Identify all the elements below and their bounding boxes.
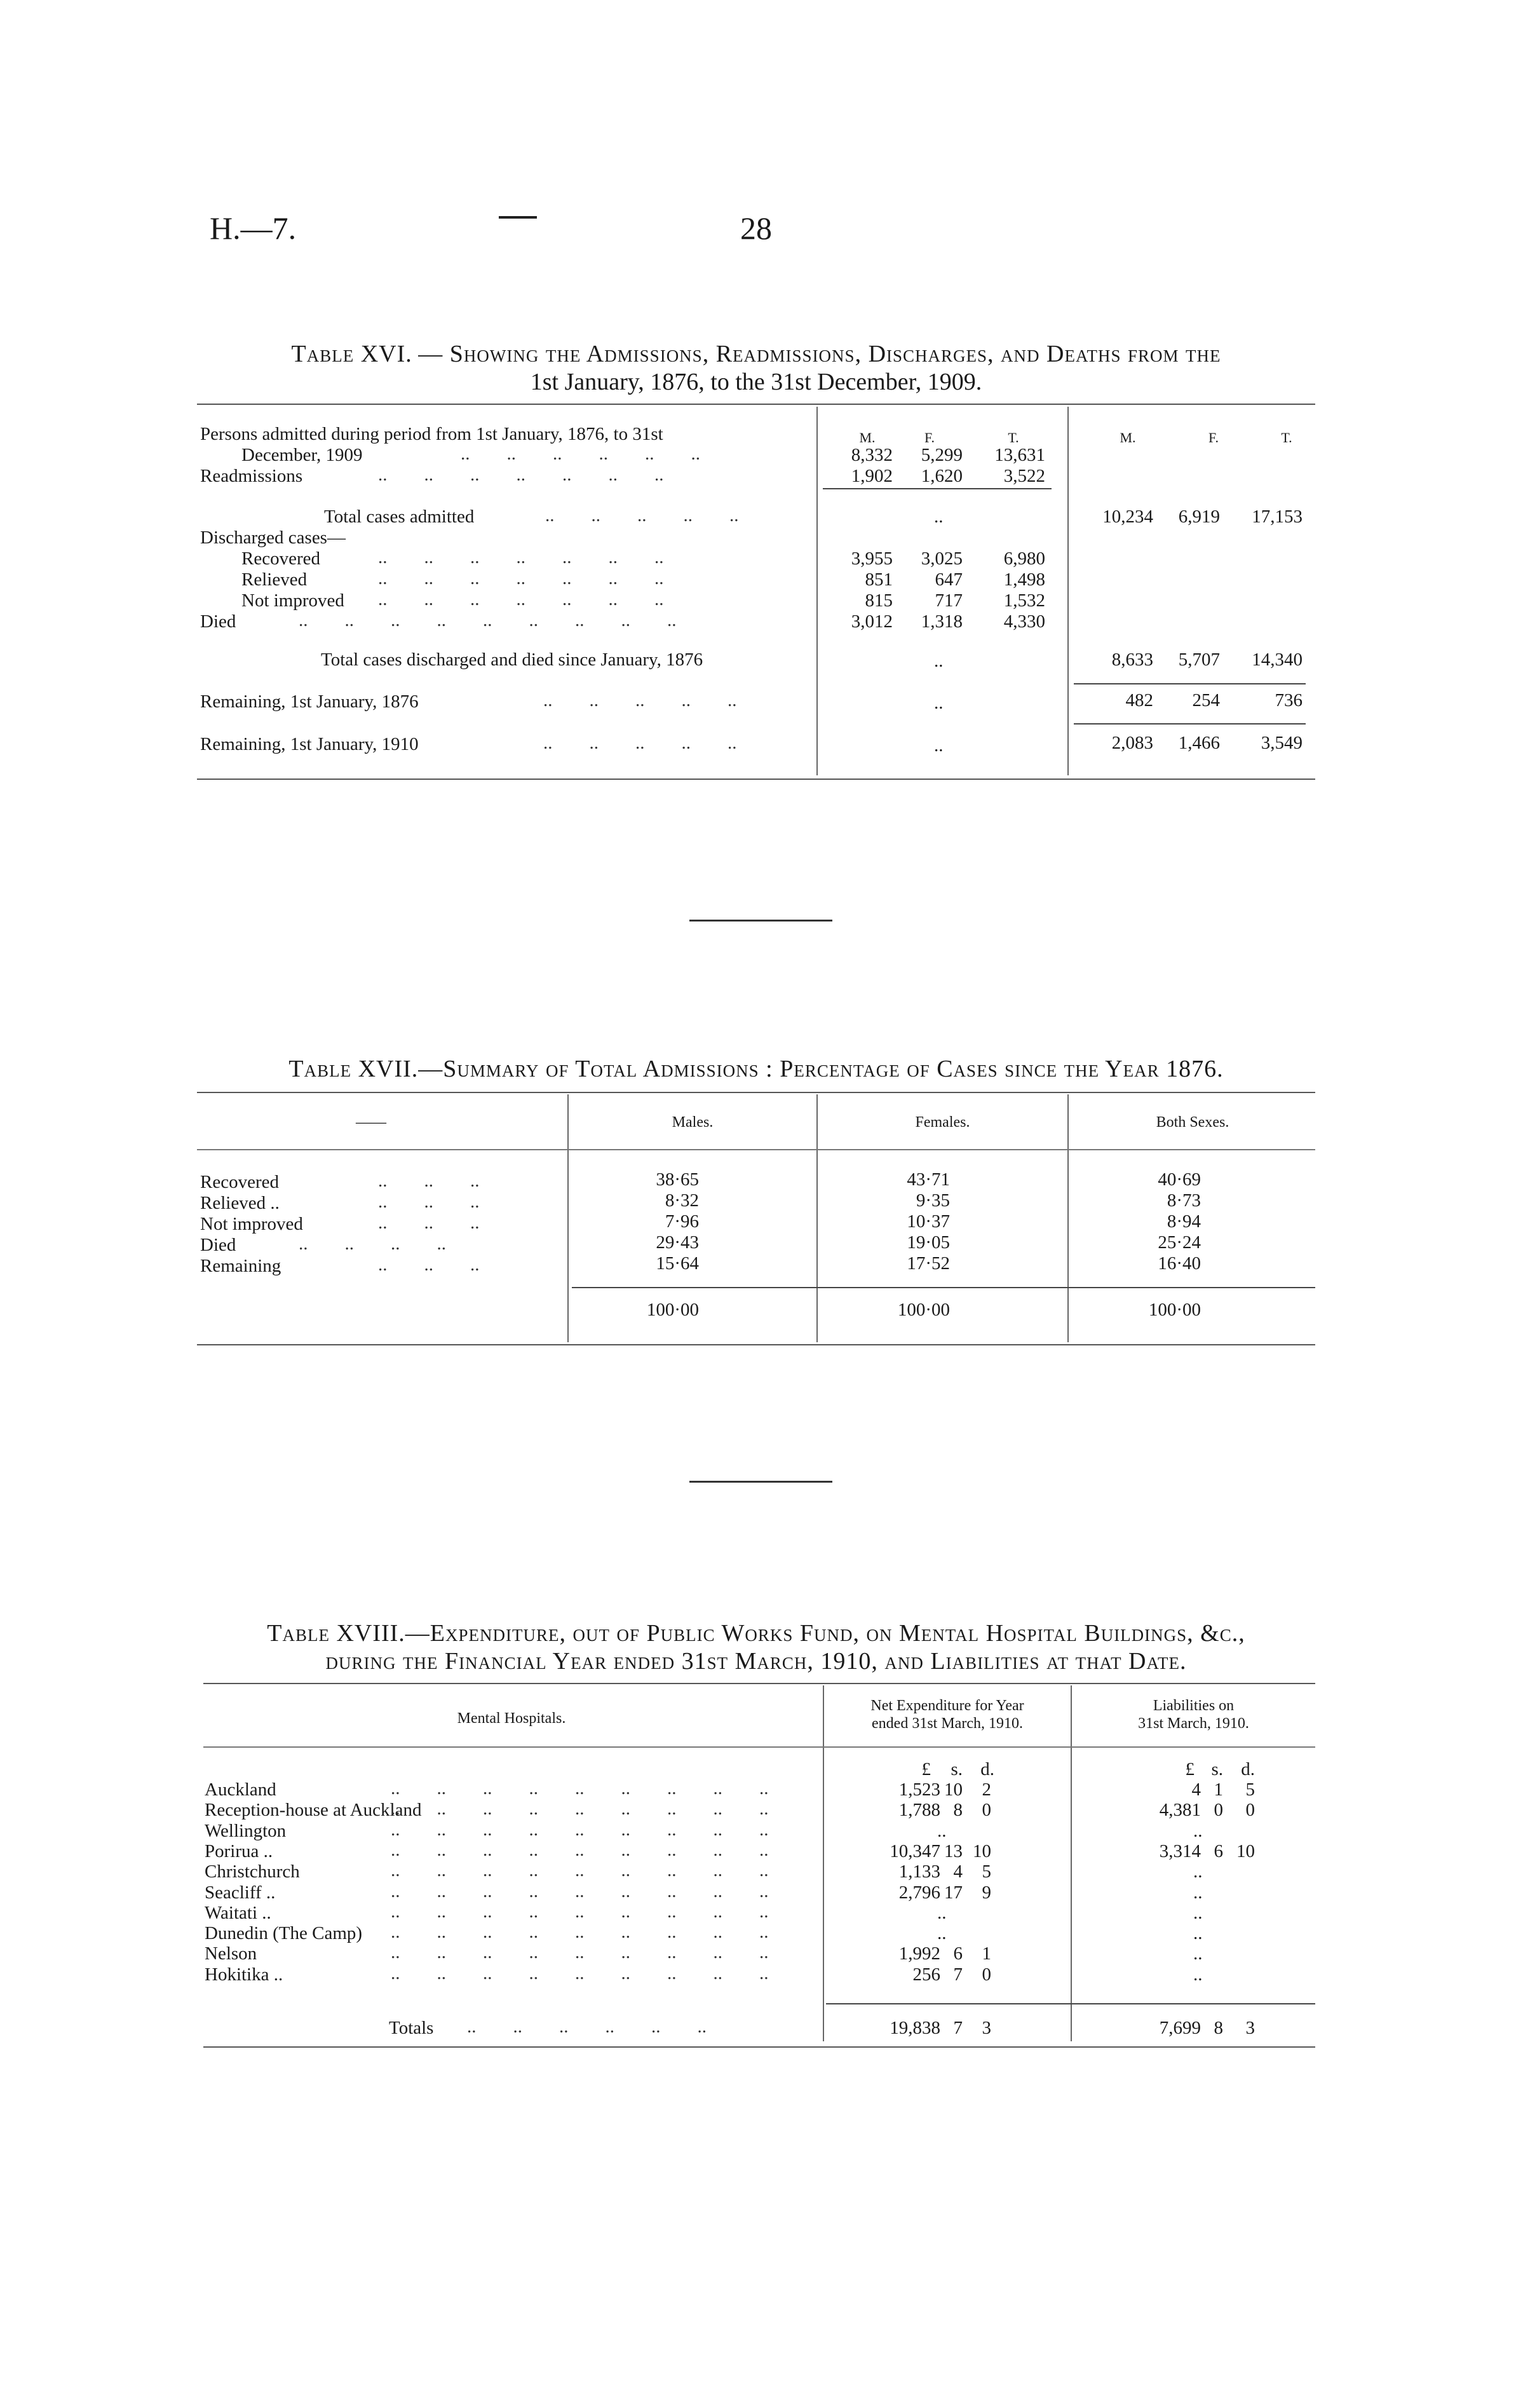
t18-row-name: Hokitika ..	[205, 1964, 283, 1985]
t18-row-liab-pence: 5	[1245, 1779, 1255, 1800]
t18-row-name: Seacliff ..	[205, 1882, 276, 1903]
t16-label-remaining-1910: Remaining, 1st January, 1910	[200, 734, 419, 754]
table18-vrule-1	[823, 1685, 824, 2041]
table18-vrule-2	[1071, 1685, 1072, 2041]
t18-row-exp-pounds: 2,796	[898, 1882, 940, 1903]
table17-head-rule	[197, 1149, 1315, 1150]
t16-label-relieved: Relieved	[241, 569, 308, 590]
t17-label-not-improved: Not improved	[200, 1214, 303, 1234]
table18-title-lead: Table XVIII.	[267, 1620, 405, 1647]
t18-row-exp-shillings: 13	[944, 1841, 963, 1861]
t16-subtotal-rule-1	[823, 488, 1052, 489]
t18-row-exp-pence: 0	[982, 1800, 991, 1820]
t17-head-both: Both Sexes.	[1156, 1114, 1229, 1131]
t16-readm-f: 1,620	[921, 466, 963, 486]
t18-row-liab-nil: ..	[1193, 1861, 1203, 1882]
t18-row-liab-nil: ..	[1193, 1943, 1203, 1964]
t17-total-rule	[572, 1287, 1315, 1288]
t18-row-liab-nil: ..	[1193, 1903, 1203, 1923]
t16-relieved-t: 1,498	[1003, 569, 1045, 590]
table17-vrule-3	[1067, 1094, 1069, 1342]
t17-relieved-f: 9·35	[916, 1190, 950, 1211]
t16-subtotal-rule-3	[1074, 723, 1306, 724]
t17-head-females: Females.	[915, 1114, 970, 1131]
t18-row-liab-nil: ..	[1193, 1882, 1203, 1903]
t18-row-liab-nil: ..	[1193, 1923, 1203, 1943]
t18-head-hospitals: Mental Hospitals.	[457, 1710, 566, 1727]
t16-label-persons-1: Persons admitted during period from 1st January, 1876, to 31st	[200, 424, 663, 444]
t16-remaining-1910-t: 3,549	[1261, 733, 1303, 753]
t18-totals-liab-d: 3	[1245, 2018, 1255, 2038]
t16-label-died: Died	[200, 611, 236, 632]
t16-total-discharged-f: 5,707	[1178, 650, 1220, 670]
t16-remaining-1910-m: 2,083	[1111, 733, 1153, 753]
t17-not-improved-m: 7·96	[665, 1211, 699, 1232]
t16-relieved-m: 851	[865, 569, 893, 590]
t18-head-liabilities-1: Liabilities on	[1153, 1697, 1235, 1714]
table18-title-rest: —Expenditure, out of Public Works Fund, on Mental Hospital Buildings, &c.,	[405, 1620, 1245, 1647]
t18-row-exp-pounds: 1,523	[898, 1779, 940, 1800]
t17-remaining-m: 15·64	[656, 1253, 699, 1274]
table17-bottom-rule	[197, 1344, 1315, 1345]
t18-row-name: Dunedin (The Camp)	[205, 1923, 363, 1943]
t16-head-t1: T.	[1008, 430, 1019, 446]
t17-died-f: 19·05	[907, 1232, 950, 1253]
table18-top-rule	[203, 1683, 1315, 1684]
t18-totals-liab-l: 7,699	[1159, 2018, 1201, 2038]
t16-died-m: 3,012	[851, 611, 893, 632]
t16-died-t: 4,330	[1003, 611, 1045, 632]
t16-persons-t: 13,631	[994, 445, 1045, 465]
t16-remaining-1876-m: 482	[1125, 690, 1153, 711]
t17-remaining-b: 16·40	[1158, 1253, 1201, 1274]
table17-vrule-2	[816, 1094, 818, 1342]
t18-row-exp-pence: 5	[982, 1861, 991, 1882]
t17-label-died: Died	[200, 1235, 236, 1255]
t16-total-discharged-t: 14,340	[1252, 650, 1303, 670]
t16-head-f1: F.	[924, 430, 935, 446]
t16-label-recovered: Recovered	[241, 548, 320, 569]
t16-total-admitted-m: 10,234	[1102, 507, 1153, 527]
t18-row-liab-pounds: 3,314	[1159, 1841, 1201, 1861]
t17-label-relieved: Relieved ..	[200, 1193, 280, 1213]
t16-not-improved-m: 815	[865, 590, 893, 611]
t18-row-liab-shillings: 0	[1214, 1800, 1223, 1820]
table18-title-line2: during the Financial Year ended 31st March, 1910, and Liabilities at that Date.	[325, 1648, 1187, 1675]
t18-row-exp-pounds: 256	[912, 1964, 940, 1985]
table16-vrule-1	[816, 407, 818, 775]
t18-row-exp-shillings: 7	[953, 1964, 963, 1985]
t18-row-name: Porirua ..	[205, 1841, 273, 1861]
t16-label-remaining-1876: Remaining, 1st January, 1876	[200, 691, 419, 712]
t16-readm-t: 3,522	[1003, 466, 1045, 486]
table17-title-lead: Table XVII.	[288, 1056, 419, 1082]
t18-head-expenditure-1: Net Expenditure for Year	[870, 1697, 1024, 1714]
t18-head-expenditure-2: ended 31st March, 1910.	[872, 1715, 1023, 1732]
t18-totals-exp-d: 3	[982, 2018, 991, 2038]
t16-recovered-t: 6,980	[1003, 548, 1045, 569]
table16-title-lead: Table XVI.	[291, 341, 412, 367]
t16-relieved-f: 647	[935, 569, 963, 590]
t18-row-exp-pence: 0	[982, 1964, 991, 1985]
t18-row-liab-nil: ..	[1193, 1964, 1203, 1985]
t17-remaining-f: 17·52	[907, 1253, 950, 1274]
t18-totals-exp-s: 7	[953, 2018, 963, 2038]
t16-not-improved-f: 717	[935, 590, 963, 611]
t18-head-liabilities-2: 31st March, 1910.	[1138, 1715, 1249, 1732]
t18-row-exp-shillings: 10	[944, 1779, 963, 1800]
table17-top-rule	[197, 1092, 1315, 1093]
header-dash	[499, 216, 537, 219]
t16-total-discharged-m: 8,633	[1111, 650, 1153, 670]
t16-persons-f: 5,299	[921, 445, 963, 465]
table16-top-rule	[197, 404, 1315, 405]
t16-remaining-1910-mid: ..	[934, 735, 944, 756]
t18-row-name: Waitati ..	[205, 1903, 271, 1923]
page-number: 28	[740, 210, 772, 246]
section-separator-1	[689, 920, 832, 922]
t18-row-exp-pounds: 1,992	[898, 1943, 940, 1964]
t16-recovered-f: 3,025	[921, 548, 963, 569]
table16-title-line2: 1st January, 1876, to the 31st December, 1909.	[530, 369, 982, 395]
t18-row-liab-pounds: 4	[1191, 1779, 1201, 1800]
t16-label-persons-2: December, 1909	[241, 445, 363, 465]
table17-title	[197, 1055, 1315, 1083]
t18-row-exp-pence: 9	[982, 1882, 991, 1903]
t18-row-name: Nelson	[205, 1943, 257, 1964]
t18-row-liab-pence: 10	[1236, 1841, 1255, 1861]
t18-row-name: Wellington	[205, 1821, 287, 1841]
t18-totals-label: Totals	[389, 2018, 434, 2038]
t18-total-rule	[826, 2003, 1315, 2004]
t17-died-m: 29·43	[656, 1232, 699, 1253]
t18-row-liab-shillings: 6	[1214, 1841, 1223, 1861]
t18-row-exp-pence: 1	[982, 1943, 991, 1964]
t17-label-recovered: Recovered	[200, 1172, 279, 1192]
t16-total-admitted-mid: ..	[934, 507, 944, 527]
t17-recovered-m: 38·65	[656, 1169, 699, 1190]
t18-row-exp-nil: ..	[937, 1821, 947, 1841]
table16-vrule-2	[1067, 407, 1069, 775]
t17-total-m: 100·00	[646, 1300, 699, 1320]
t18-totals-exp-l: 19,838	[890, 2018, 940, 2038]
t17-recovered-f: 43·71	[907, 1169, 950, 1190]
t18-liab-head-s: s.	[1211, 1759, 1223, 1779]
document-reference: H.—7.	[210, 210, 297, 246]
t17-total-b: 100·00	[1148, 1300, 1201, 1320]
t18-row-exp-pounds: 1,788	[898, 1800, 940, 1820]
table18-bottom-rule	[203, 2046, 1315, 2048]
t18-row-name: Reception-house at Auckland	[205, 1800, 422, 1820]
t16-remaining-1876-t: 736	[1275, 690, 1303, 711]
table17-vrule-1	[567, 1094, 569, 1342]
t16-subtotal-rule-2	[1074, 683, 1306, 684]
t18-row-exp-nil: ..	[937, 1923, 947, 1943]
t16-remaining-1910-f: 1,466	[1178, 733, 1220, 753]
table18-head-rule	[203, 1746, 1315, 1748]
t18-row-exp-nil: ..	[937, 1903, 947, 1923]
t16-label-discharged: Discharged cases—	[200, 527, 346, 548]
t16-head-t2: T.	[1281, 430, 1292, 446]
t17-stub-head: ——	[356, 1114, 386, 1131]
t18-liab-head-d: d.	[1241, 1759, 1255, 1779]
t16-remaining-1876-mid: ..	[934, 693, 944, 713]
t16-recovered-m: 3,955	[851, 548, 893, 569]
t18-row-exp-pounds: 10,347	[890, 1841, 940, 1861]
t16-remaining-1876-f: 254	[1192, 690, 1220, 711]
table17-title-rest: —Summary of Total Admissions : Percentage of Cases since the Year 1876.	[418, 1056, 1224, 1082]
t16-total-admitted-t: 17,153	[1252, 507, 1303, 527]
table16-title	[197, 340, 1315, 396]
t17-label-remaining: Remaining	[200, 1256, 281, 1276]
t18-liab-head-l: £	[1185, 1759, 1195, 1779]
t17-total-f: 100·00	[897, 1300, 950, 1320]
t17-head-males: Males.	[672, 1114, 714, 1131]
t17-recovered-b: 40·69	[1158, 1169, 1201, 1190]
t16-label-total-discharged: Total cases discharged and died since January, 1876	[321, 650, 703, 670]
t16-head-f2: F.	[1208, 430, 1219, 446]
t18-row-exp-pounds: 1,133	[898, 1861, 940, 1882]
t18-row-exp-pence: 2	[982, 1779, 991, 1800]
t17-relieved-b: 8·73	[1167, 1190, 1201, 1211]
t16-label-not-improved: Not improved	[241, 590, 344, 611]
t18-exp-head-d: d.	[980, 1759, 994, 1779]
t18-exp-head-s: s.	[951, 1759, 963, 1779]
t18-row-liab-shillings: 1	[1214, 1779, 1223, 1800]
table18-title	[197, 1619, 1315, 1675]
t18-row-liab-pounds: 4,381	[1159, 1800, 1201, 1820]
table16-title-rest: — Showing the Admissions, Readmissions, Discharges, and Deaths from the	[418, 341, 1221, 367]
t16-died-f: 1,318	[921, 611, 963, 632]
t17-not-improved-b: 8·94	[1167, 1211, 1201, 1232]
t16-persons-m: 8,332	[851, 445, 893, 465]
t16-total-discharged-mid: ..	[934, 651, 944, 671]
t16-label-total-admitted: Total cases admitted	[324, 507, 475, 527]
section-separator-2	[689, 1481, 832, 1483]
t18-row-exp-shillings: 6	[953, 1943, 963, 1964]
t18-row-liab-nil: ..	[1193, 1821, 1203, 1841]
t18-row-exp-shillings: 17	[944, 1882, 963, 1903]
t17-not-improved-f: 10·37	[907, 1211, 950, 1232]
t18-row-exp-shillings: 8	[953, 1800, 963, 1820]
t18-exp-head-l: £	[921, 1759, 931, 1779]
t18-row-name: Christchurch	[205, 1861, 300, 1882]
t18-row-liab-pence: 0	[1245, 1800, 1255, 1820]
table16-bottom-rule	[197, 779, 1315, 780]
t16-head-m1: M.	[859, 430, 876, 446]
t18-row-exp-pence: 10	[973, 1841, 991, 1861]
t17-died-b: 25·24	[1158, 1232, 1201, 1253]
t16-label-readmissions: Readmissions	[200, 466, 303, 486]
t16-not-improved-t: 1,532	[1003, 590, 1045, 611]
t18-row-exp-shillings: 4	[953, 1861, 963, 1882]
t16-readm-m: 1,902	[851, 466, 893, 486]
t16-head-m2: M.	[1120, 430, 1136, 446]
t17-relieved-m: 8·32	[665, 1190, 699, 1211]
t18-row-name: Auckland	[205, 1779, 276, 1800]
t18-totals-liab-s: 8	[1214, 2018, 1223, 2038]
t16-total-admitted-f: 6,919	[1178, 507, 1220, 527]
